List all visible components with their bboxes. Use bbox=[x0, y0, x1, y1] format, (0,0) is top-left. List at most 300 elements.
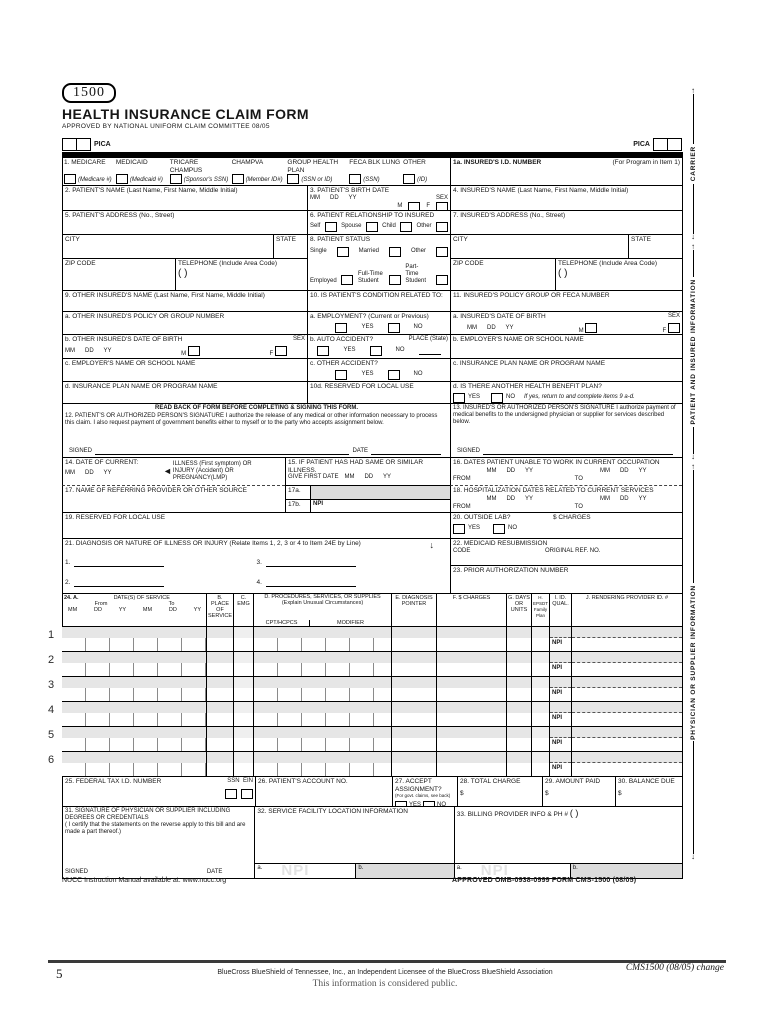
tricare-sub: (Sponsor's SSN) bbox=[183, 177, 229, 184]
box15-similar-illness bbox=[285, 457, 450, 485]
col24a-num: 24. A. bbox=[64, 595, 79, 601]
service-row-2 bbox=[48, 651, 682, 676]
epsdt-field[interactable] bbox=[532, 638, 549, 651]
state-label: STATE bbox=[631, 236, 651, 243]
date-header: MM DD YY bbox=[599, 495, 647, 502]
box25-federal-tax-id bbox=[62, 776, 255, 806]
sex-f-label: F bbox=[269, 350, 274, 357]
pica-label-right: PICA bbox=[633, 141, 650, 148]
sex-label: SEX bbox=[435, 194, 448, 201]
rel-child-checkbox[interactable] bbox=[400, 222, 412, 232]
box31-physician-signature bbox=[62, 806, 254, 878]
place-of-service-field[interactable] bbox=[207, 713, 233, 726]
box18-label: 18. HOSPITALIZATION DATES RELATED TO CURRENT SERVICES bbox=[453, 487, 654, 494]
box5-label: 5. PATIENT'S ADDRESS (No., Street) bbox=[65, 212, 175, 219]
epsdt-field[interactable] bbox=[532, 663, 549, 676]
box12-patient-signature bbox=[62, 403, 450, 457]
signed-label: SIGNED bbox=[65, 868, 89, 875]
days-units-field[interactable] bbox=[507, 688, 531, 701]
sex-m-label: M bbox=[181, 350, 187, 357]
box32-service-facility bbox=[254, 806, 453, 878]
box33-label: 33. BILLING PROVIDER INFO & PH # bbox=[456, 811, 569, 818]
procedures-field[interactable] bbox=[254, 688, 391, 701]
signed-label: SIGNED bbox=[69, 447, 93, 454]
npi-label: NPI bbox=[313, 500, 324, 507]
procedures-field[interactable] bbox=[254, 738, 391, 751]
box10d-reserved[interactable] bbox=[307, 381, 450, 403]
npi-label: NPI bbox=[552, 640, 563, 646]
box8-patient-status bbox=[307, 234, 450, 290]
col24a-header bbox=[62, 593, 206, 626]
yes-label: YES bbox=[468, 394, 481, 401]
place-of-service-field[interactable] bbox=[207, 638, 233, 651]
employed-checkbox[interactable] bbox=[341, 275, 353, 285]
box17-referring-provider[interactable] bbox=[62, 485, 285, 512]
box5-patient-address[interactable] bbox=[62, 210, 307, 234]
charges-label: $ CHARGES bbox=[553, 514, 591, 521]
box17a-field[interactable] bbox=[310, 486, 450, 499]
diag2-label: 2. bbox=[65, 578, 71, 586]
diag4-field[interactable] bbox=[266, 579, 356, 587]
service-row-number: 4 bbox=[48, 704, 55, 716]
box33b-field[interactable] bbox=[570, 864, 682, 878]
service-row-number: 3 bbox=[48, 679, 55, 691]
employment-yes-checkbox[interactable] bbox=[335, 323, 347, 333]
patient-city-field[interactable] bbox=[62, 234, 273, 258]
npi-label: NPI bbox=[552, 690, 563, 696]
feca-sub: (SSN) bbox=[363, 176, 380, 183]
signature-date-line[interactable] bbox=[371, 446, 441, 455]
col24i-label: I. ID. QUAL. bbox=[552, 595, 569, 608]
box32-field[interactable] bbox=[255, 807, 453, 863]
place-state-field[interactable] bbox=[419, 347, 441, 355]
down-arrow-icon: ↓ bbox=[691, 232, 695, 241]
box32a-npi-field[interactable] bbox=[255, 864, 355, 878]
box11d-label: d. IS THERE ANOTHER HEALTH BENEFIT PLAN? bbox=[453, 383, 602, 390]
service-date-field[interactable] bbox=[62, 713, 206, 726]
down-arrow-icon: ↓ bbox=[691, 452, 695, 461]
sex-label: SEX bbox=[292, 336, 305, 342]
box20-label: 20. OUTSIDE LAB? bbox=[453, 514, 511, 521]
box1-insurance-type bbox=[62, 157, 450, 185]
patient-state-field[interactable] bbox=[273, 234, 307, 258]
medicare-sub: (Medicare #) bbox=[78, 176, 112, 183]
dd-label: DD bbox=[93, 607, 102, 614]
box9d-insurance-plan[interactable] bbox=[62, 381, 307, 403]
emg-field[interactable] bbox=[234, 688, 253, 701]
procedures-field[interactable] bbox=[254, 663, 391, 676]
diagnosis-pointer-field[interactable] bbox=[392, 713, 436, 726]
box10d-label: 10d. RESERVED FOR LOCAL USE bbox=[310, 383, 414, 390]
procedures-field[interactable] bbox=[254, 713, 391, 726]
charges-field[interactable] bbox=[437, 763, 506, 776]
footer-licensee-line: BlueCross BlueShield of Tennessee, Inc., an Independent Licensee of the BlueCross BlueShield Association bbox=[217, 969, 553, 976]
patient-insured-margin bbox=[686, 244, 700, 460]
footer-rule bbox=[48, 960, 726, 963]
box9c-employer-name[interactable] bbox=[62, 358, 307, 381]
box10a-employment bbox=[307, 311, 450, 334]
npi-label: NPI bbox=[552, 665, 563, 671]
pica-checkboxes-left[interactable] bbox=[62, 138, 91, 151]
footer-version-label: CMS1500 (08/05) change bbox=[625, 963, 724, 973]
service-date-field[interactable] bbox=[62, 663, 206, 676]
box16-unable-to-work bbox=[450, 457, 682, 485]
no-label: NO bbox=[508, 525, 518, 532]
box11c-insurance-plan[interactable] bbox=[450, 358, 682, 381]
npi-label: NPI bbox=[552, 715, 563, 721]
dollar-sign: $ bbox=[460, 789, 464, 797]
service-row-3 bbox=[48, 676, 682, 701]
no-label: NO bbox=[395, 347, 405, 354]
box29-amount-paid[interactable] bbox=[542, 776, 615, 806]
triangle-left-icon: ◄ bbox=[163, 466, 172, 477]
parttime-checkbox[interactable] bbox=[436, 275, 448, 285]
box10b-label: b. AUTO ACCIDENT? bbox=[310, 336, 374, 343]
no-label: NO bbox=[413, 324, 423, 331]
date-header: MM DD YY bbox=[310, 194, 357, 201]
service-row-number: 5 bbox=[48, 729, 55, 741]
box11c-label: c. INSURANCE PLAN NAME OR PROGRAM NAME bbox=[453, 360, 606, 367]
status-married-label: Married bbox=[358, 248, 379, 255]
charges-field[interactable] bbox=[437, 663, 506, 676]
rel-spouse-checkbox[interactable] bbox=[366, 222, 378, 232]
emg-field[interactable] bbox=[234, 763, 253, 776]
diagnosis-pointer-field[interactable] bbox=[392, 688, 436, 701]
sex-f-checkbox[interactable] bbox=[436, 202, 448, 210]
days-units-field[interactable] bbox=[507, 638, 531, 651]
diag2-field[interactable] bbox=[74, 579, 164, 587]
col24g-header bbox=[506, 593, 531, 626]
box11d-note: If yes, return to and complete items 9 a-d. bbox=[524, 394, 635, 401]
date-header: MM DD YY bbox=[599, 467, 647, 474]
insured-signature-line[interactable] bbox=[483, 446, 673, 455]
box27-note: (For govt. claims, see back) bbox=[395, 793, 451, 799]
medicaid-checkbox[interactable] bbox=[116, 174, 128, 184]
box10b-auto-accident bbox=[307, 334, 450, 358]
readback-notice: READ BACK OF FORM BEFORE COMPLETING & SIGNING THIS FORM. bbox=[155, 405, 358, 411]
form-1500-logo: 1500 bbox=[62, 83, 116, 103]
rel-other-label: Other bbox=[416, 223, 432, 230]
col24d-sublabel: (Explain Unusual Circumstances) bbox=[281, 600, 364, 607]
box23-prior-auth[interactable] bbox=[450, 565, 682, 593]
medicaid-sub: (Medicaid #) bbox=[129, 176, 163, 183]
status-single-checkbox[interactable] bbox=[337, 247, 349, 257]
insured-sex-f-checkbox[interactable] bbox=[668, 323, 680, 333]
box10c-label: c. OTHER ACCIDENT? bbox=[310, 360, 378, 367]
box8-label: 8. PATIENT STATUS bbox=[310, 236, 371, 243]
rel-self-checkbox[interactable] bbox=[325, 222, 337, 232]
box11a-label: a. INSURED'S DATE OF BIRTH bbox=[453, 313, 546, 320]
box7-label: 7. INSURED'S ADDRESS (No., Street) bbox=[453, 212, 566, 219]
box27-accept-assignment bbox=[392, 776, 457, 806]
sex-m-checkbox[interactable] bbox=[408, 202, 420, 210]
diagnosis-pointer-field[interactable] bbox=[392, 763, 436, 776]
box4-insured-name[interactable] bbox=[450, 185, 682, 210]
col24f-header bbox=[436, 593, 506, 626]
diag1-label: 1. bbox=[65, 558, 71, 566]
form-subtitle: APPROVED BY NATIONAL UNIFORM CLAIM COMMITTEE 08/05 bbox=[62, 123, 270, 130]
insured-sex-m-checkbox[interactable] bbox=[585, 323, 597, 333]
charges-field[interactable] bbox=[437, 638, 506, 651]
give-first-date-label: GIVE FIRST DATE bbox=[288, 474, 339, 481]
diagnosis-pointer-field[interactable] bbox=[392, 663, 436, 676]
col24e-label: E. DIAGNOSIS POINTER bbox=[395, 595, 433, 608]
dollar-sign: $ bbox=[545, 789, 549, 797]
box33-field[interactable] bbox=[455, 807, 682, 863]
from-label: FROM bbox=[453, 503, 471, 510]
rendering-provider-field[interactable] bbox=[572, 638, 682, 651]
group-sub: (SSN or ID) bbox=[301, 177, 333, 184]
rendering-provider-field[interactable] bbox=[572, 688, 682, 701]
to-label: To bbox=[168, 601, 175, 608]
yy-label: YY bbox=[118, 607, 127, 614]
yes-label: YES bbox=[361, 371, 374, 378]
npi-watermark: NPI bbox=[480, 862, 509, 878]
status-single-label: Single bbox=[310, 248, 327, 255]
col24h-header bbox=[531, 593, 549, 626]
dollar-sign: $ bbox=[618, 789, 622, 797]
box10-label: 10. IS PATIENT'S CONDITION RELATED TO: bbox=[310, 292, 443, 299]
rendering-provider-field[interactable] bbox=[572, 713, 682, 726]
emg-field[interactable] bbox=[234, 738, 253, 751]
service-date-field[interactable] bbox=[62, 688, 206, 701]
no-label: NO bbox=[506, 394, 516, 401]
box28-total-charge[interactable] bbox=[457, 776, 542, 806]
col24h-label: H. EPSDT Family Plan bbox=[532, 595, 548, 619]
box29-label: 29. AMOUNT PAID bbox=[545, 778, 601, 785]
feca-checkbox[interactable] bbox=[349, 174, 361, 184]
sex-m-label: M bbox=[397, 203, 403, 210]
place-of-service-field[interactable] bbox=[207, 663, 233, 676]
box11-label: 11. INSURED'S POLICY GROUP OR FECA NUMBER bbox=[453, 292, 610, 299]
col24a-label: DATE(S) OF SERVICE bbox=[113, 595, 170, 601]
fulltime-label: Full-Time Student bbox=[358, 270, 383, 284]
zip-label: ZIP CODE bbox=[453, 260, 484, 267]
to-label: TO bbox=[574, 475, 583, 482]
claim-form-grid bbox=[48, 157, 683, 879]
box14-illness-line: ILLNESS (First symptom) OR bbox=[172, 460, 252, 467]
other-sex-m-checkbox[interactable] bbox=[188, 346, 200, 356]
medicare-checkbox[interactable] bbox=[64, 174, 76, 184]
box9-other-insured-name[interactable] bbox=[62, 290, 307, 311]
procedures-field[interactable] bbox=[254, 763, 391, 776]
box33a-npi-field[interactable] bbox=[455, 864, 570, 878]
pica-checkboxes-right[interactable] bbox=[653, 138, 682, 151]
service-row-5 bbox=[48, 726, 682, 751]
box32b-label: b. bbox=[358, 865, 364, 871]
col24d-label: D. PROCEDURES, SERVICES, OR SUPPLIES bbox=[264, 594, 381, 600]
lab-yes-checkbox[interactable] bbox=[453, 524, 465, 534]
emg-field[interactable] bbox=[234, 663, 253, 676]
box32-label: 32. SERVICE FACILITY LOCATION INFORMATION bbox=[257, 808, 408, 815]
otheracc-yes-checkbox[interactable] bbox=[335, 370, 347, 380]
insured-state-field[interactable] bbox=[628, 234, 682, 258]
champva-sub: (Member ID#) bbox=[245, 176, 283, 183]
box16-label: 16. DATES PATIENT UNABLE TO WORK IN CURRENT OCCUPATION bbox=[453, 459, 660, 466]
diag1-field[interactable] bbox=[74, 559, 164, 567]
auto-yes-checkbox[interactable] bbox=[317, 346, 329, 356]
box10c-other-accident bbox=[307, 358, 450, 381]
ein-checkbox[interactable] bbox=[241, 789, 253, 799]
ein-label: EIN bbox=[242, 778, 253, 784]
epsdt-field[interactable] bbox=[532, 688, 549, 701]
status-other-label: Other bbox=[410, 248, 426, 255]
sex-f-label: F bbox=[426, 203, 430, 210]
box30-balance-due[interactable] bbox=[615, 776, 682, 806]
epsdt-field[interactable] bbox=[532, 763, 549, 776]
box11d-other-plan bbox=[450, 381, 682, 403]
rendering-provider-field[interactable] bbox=[572, 738, 682, 751]
col24e-header bbox=[391, 593, 436, 626]
date-header: MM DD YY bbox=[344, 474, 392, 481]
fulltime-checkbox[interactable] bbox=[389, 275, 401, 285]
service-date-field[interactable] bbox=[62, 738, 206, 751]
rel-other-checkbox[interactable] bbox=[436, 222, 448, 232]
epsdt-field[interactable] bbox=[532, 713, 549, 726]
charges-field[interactable] bbox=[437, 688, 506, 701]
epsdt-field[interactable] bbox=[532, 738, 549, 751]
rendering-provider-field[interactable] bbox=[572, 663, 682, 676]
tricare-checkbox[interactable] bbox=[170, 174, 182, 184]
place-of-service-field[interactable] bbox=[207, 738, 233, 751]
pica-row bbox=[62, 138, 682, 151]
down-arrow-icon: ↓ bbox=[691, 852, 695, 861]
parttime-label: Part-Time Student bbox=[405, 263, 426, 284]
zip-label: ZIP CODE bbox=[65, 260, 96, 267]
insured-phone-field[interactable] bbox=[555, 258, 682, 290]
insured-zip-field[interactable] bbox=[450, 258, 555, 290]
box19-label: 19. RESERVED FOR LOCAL USE bbox=[65, 514, 166, 521]
box1a-insured-id[interactable] bbox=[450, 157, 682, 185]
box3-birthdate-sex bbox=[307, 185, 450, 210]
npi-label: NPI bbox=[552, 740, 563, 746]
ssn-label: SSN bbox=[227, 778, 240, 784]
auto-no-checkbox[interactable] bbox=[370, 346, 382, 356]
date-header: MM DD YY bbox=[486, 467, 534, 474]
box10-condition bbox=[307, 290, 450, 311]
service-date-field[interactable] bbox=[62, 763, 206, 776]
box9a-policy-number[interactable] bbox=[62, 311, 307, 334]
box22-medicaid-resubmission bbox=[450, 538, 682, 565]
down-arrow-icon: ↓ bbox=[429, 540, 434, 550]
charges-field[interactable] bbox=[437, 713, 506, 726]
box23-label: 23. PRIOR AUTHORIZATION NUMBER bbox=[453, 567, 569, 574]
status-married-checkbox[interactable] bbox=[389, 247, 401, 257]
other-checkbox[interactable] bbox=[403, 174, 415, 184]
status-other-checkbox[interactable] bbox=[436, 247, 448, 257]
date-label: DATE bbox=[352, 447, 368, 454]
telephone-label: TELEPHONE (Include Area Code) bbox=[558, 260, 657, 267]
ssn-checkbox[interactable] bbox=[225, 789, 237, 799]
box17-label: 17. NAME OF REFERRING PROVIDER OR OTHER SOURCE bbox=[65, 487, 248, 494]
box26-patient-account[interactable] bbox=[255, 776, 392, 806]
sex-m-label: M bbox=[578, 327, 584, 334]
group-health-checkbox[interactable] bbox=[287, 174, 299, 184]
patient-zip-field[interactable] bbox=[62, 258, 175, 290]
yes-label: YES bbox=[343, 347, 356, 354]
box32b-field[interactable] bbox=[355, 864, 453, 878]
box1-tricare-label: TRICARE CHAMPUS bbox=[169, 159, 203, 174]
diagnosis-pointer-field[interactable] bbox=[392, 638, 436, 651]
dd-label: DD bbox=[168, 607, 177, 614]
otheracc-no-checkbox[interactable] bbox=[388, 370, 400, 380]
city-label: CITY bbox=[453, 236, 468, 243]
box28-label: 28. TOTAL CHARGE bbox=[460, 778, 521, 785]
box22-label: 22. MEDICAID RESUBMISSION bbox=[453, 540, 548, 547]
box33a-label: a. bbox=[456, 865, 462, 871]
box11b-employer-name[interactable] bbox=[450, 334, 682, 358]
up-arrow-icon: ↑ bbox=[691, 86, 695, 95]
rel-spouse-label: Spouse bbox=[341, 223, 362, 230]
box19-reserved-local[interactable] bbox=[62, 512, 450, 538]
patient-phone-field[interactable] bbox=[175, 258, 307, 290]
phone-parens: ( ) bbox=[569, 808, 579, 818]
diagnosis-pointer-field[interactable] bbox=[392, 738, 436, 751]
emg-field[interactable] bbox=[234, 638, 253, 651]
insured-city-field[interactable] bbox=[450, 234, 628, 258]
box14-label: 14. DATE OF CURRENT: bbox=[65, 459, 139, 466]
procedures-field[interactable] bbox=[254, 638, 391, 651]
benefit-yes-checkbox[interactable] bbox=[453, 393, 465, 403]
days-units-field[interactable] bbox=[507, 763, 531, 776]
box17b-npi-field[interactable] bbox=[310, 500, 450, 513]
box30-label: 30. BALANCE DUE bbox=[618, 778, 675, 785]
diag3-field[interactable] bbox=[266, 559, 356, 567]
rendering-provider-field[interactable] bbox=[572, 763, 682, 776]
patient-signature-line[interactable] bbox=[95, 446, 349, 455]
service-row-1 bbox=[48, 626, 682, 651]
box1-feca-label: FECA BLK LUNG bbox=[349, 159, 401, 166]
charges-field[interactable] bbox=[437, 738, 506, 751]
place-of-service-field[interactable] bbox=[207, 688, 233, 701]
days-units-field[interactable] bbox=[507, 738, 531, 751]
other-sex-f-checkbox[interactable] bbox=[275, 346, 287, 356]
box9b-label: b. OTHER INSURED'S DATE OF BIRTH bbox=[65, 336, 183, 343]
employed-label: Employed bbox=[310, 277, 337, 284]
col24d-header bbox=[253, 593, 391, 626]
days-units-field[interactable] bbox=[507, 663, 531, 676]
box9c-label: c. EMPLOYER'S NAME OR SCHOOL NAME bbox=[65, 360, 196, 367]
days-units-field[interactable] bbox=[507, 713, 531, 726]
mm-label: MM bbox=[68, 607, 78, 614]
place-of-service-field[interactable] bbox=[207, 763, 233, 776]
box4-label: 4. INSURED'S NAME (Last Name, First Name, Middle Initial) bbox=[453, 187, 629, 194]
box14-injury-line: INJURY (Accident) OR bbox=[172, 467, 234, 474]
yes-label: YES bbox=[409, 802, 422, 806]
box32a-label: a. bbox=[257, 865, 263, 871]
mm-label: MM bbox=[142, 607, 153, 614]
sex-label: SEX bbox=[667, 313, 680, 319]
box7-insured-address[interactable] bbox=[450, 210, 682, 234]
employment-no-checkbox[interactable] bbox=[388, 323, 400, 333]
benefit-no-checkbox[interactable] bbox=[491, 393, 503, 403]
omb-approval-note: APPROVED OMB-0938-0999 FORM CMS-1500 (08/05) bbox=[452, 877, 637, 884]
form-header bbox=[62, 83, 309, 130]
box33b-label: b. bbox=[572, 865, 578, 871]
no-label: NO bbox=[413, 371, 423, 378]
lab-no-checkbox[interactable] bbox=[493, 524, 505, 534]
box11-policy-group[interactable] bbox=[450, 290, 682, 311]
box2-patient-name[interactable] bbox=[62, 185, 307, 210]
other-sub: (ID) bbox=[417, 176, 428, 183]
physician-supplier-margin bbox=[686, 464, 700, 860]
signed-label: SIGNED bbox=[457, 447, 481, 454]
emg-field[interactable] bbox=[234, 713, 253, 726]
box9b-other-insured-birthdate bbox=[62, 334, 307, 358]
service-date-field[interactable] bbox=[62, 638, 206, 651]
nucc-instruction-note: NUCC Instruction Manual available at: www.nucc.org bbox=[62, 877, 227, 884]
champva-checkbox[interactable] bbox=[232, 174, 244, 184]
